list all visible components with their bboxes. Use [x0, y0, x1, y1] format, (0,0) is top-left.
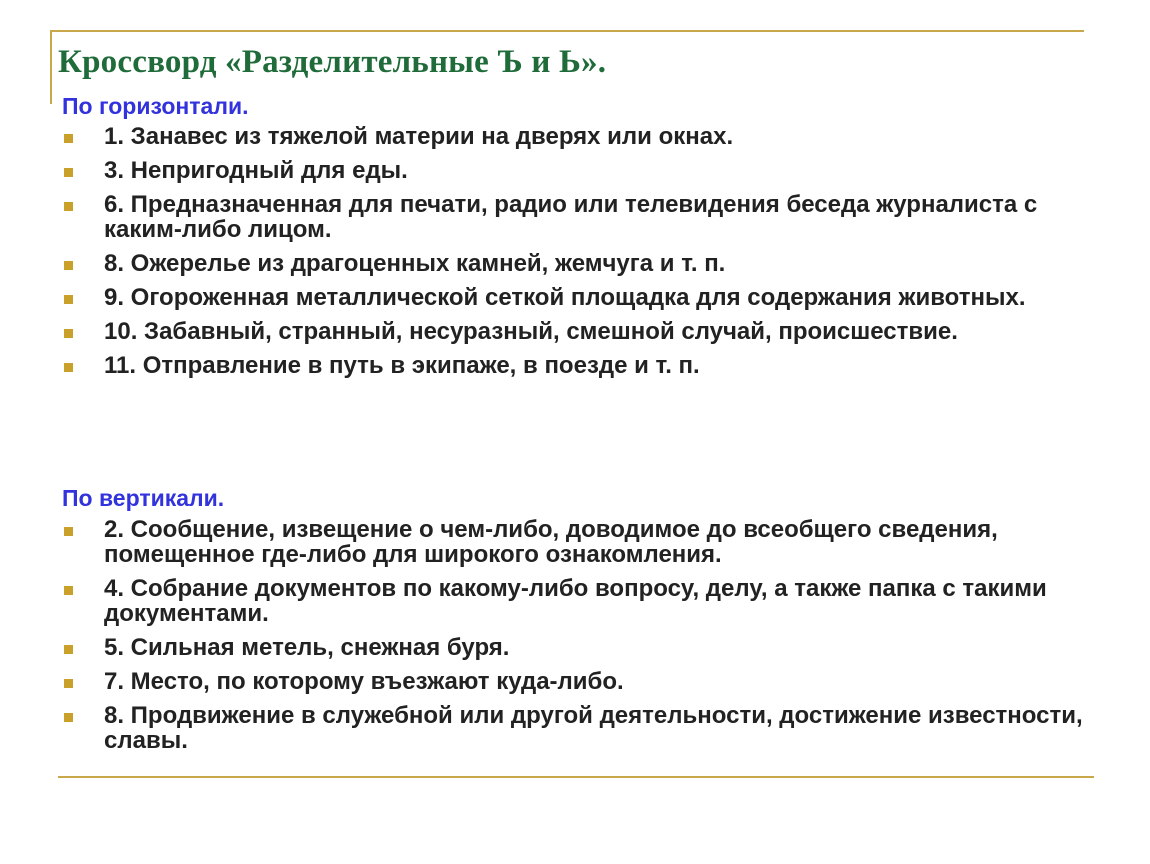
clue-item	[0, 124, 1150, 149]
clue-text: 3. Непригодный для еды.	[104, 157, 408, 184]
clue-item	[0, 635, 1150, 660]
bullet-icon	[64, 363, 73, 372]
clue-item	[0, 353, 1150, 378]
clue-text: 4. Собрание документов по какому-либо вопросу, делу, а также папка с такими документами.	[104, 575, 1047, 627]
bullet-icon	[64, 586, 73, 595]
clue-text: 9. Огороженная металлической сеткой площадка для содержания животных.	[104, 284, 1026, 311]
slide-title: Кроссворд «Разделительные Ъ и Ь».	[58, 44, 607, 80]
bullet-icon	[64, 168, 73, 177]
top-rule	[50, 30, 1084, 32]
clue-item	[0, 319, 1150, 344]
bottom-rule	[58, 776, 1094, 778]
horizontal-clue-list	[0, 124, 1150, 387]
clue-text: 11. Отправление в путь в экипаже, в поезде и т. п.	[104, 352, 700, 379]
clue-item	[0, 703, 1150, 753]
bullet-icon	[64, 527, 73, 536]
bullet-icon	[64, 679, 73, 688]
clue-text: 6. Предназначенная для печати, радио или телевидения беседа журналиста с каким-либо лицом.	[104, 191, 1038, 243]
clue-item	[0, 251, 1150, 276]
vertical-heading: По вертикали.	[62, 485, 225, 511]
clue-text: 8. Ожерелье из драгоценных камней, жемчуга и т. п.	[104, 250, 726, 277]
vertical-clue-list	[0, 517, 1150, 762]
clue-item	[0, 285, 1150, 310]
bullet-icon	[64, 295, 73, 304]
bullet-icon	[64, 261, 73, 270]
clue-item	[0, 576, 1150, 626]
clue-text: 8. Продвижение в служебной или другой деятельности, достижение известности, славы.	[104, 702, 1083, 754]
clue-text: 1. Занавес из тяжелой материи на дверях или окнах.	[104, 123, 734, 150]
horizontal-heading: По горизонтали.	[62, 93, 249, 119]
bullet-icon	[64, 713, 73, 722]
clue-item	[0, 517, 1150, 567]
bullet-icon	[64, 329, 73, 338]
clue-text: 10. Забавный, странный, несуразный, смешной случай, происшествие.	[104, 318, 958, 345]
clue-item	[0, 669, 1150, 694]
clue-text: 5. Сильная метель, снежная буря.	[104, 634, 510, 661]
clue-text: 2. Сообщение, извещение о чем-либо, доводимое до всеобщего сведения, помещенное где-либо для широкого ознакомления.	[104, 516, 998, 568]
bullet-icon	[64, 645, 73, 654]
clue-item	[0, 158, 1150, 183]
bullet-icon	[64, 134, 73, 143]
clue-item	[0, 192, 1150, 242]
bullet-icon	[64, 202, 73, 211]
clue-text: 7. Место, по которому въезжают куда-либо.	[104, 668, 624, 695]
left-rule	[50, 30, 52, 104]
